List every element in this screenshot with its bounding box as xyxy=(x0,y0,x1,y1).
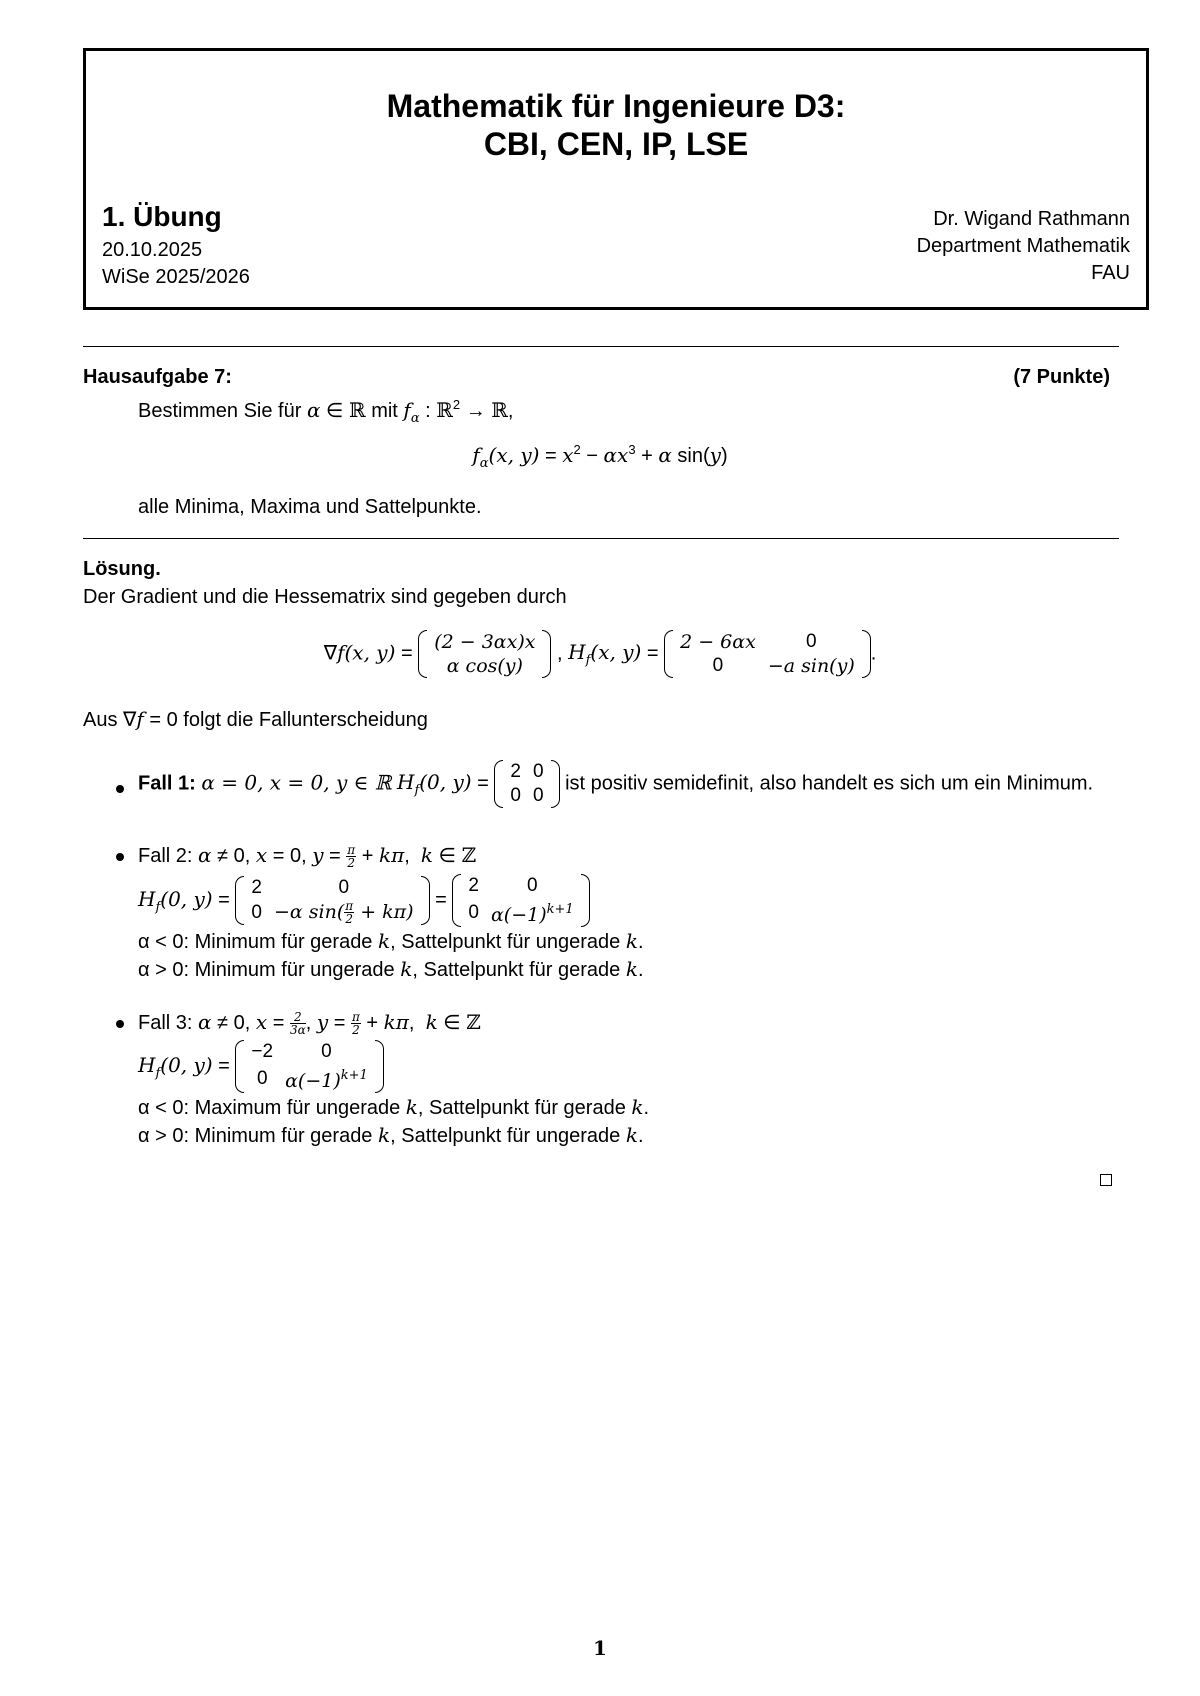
header-left xyxy=(102,197,250,291)
divider-middle xyxy=(83,538,1119,539)
bullet-case-3 xyxy=(116,1020,124,1028)
case-intro: Aus ∇f = 0 folgt die Fallunterscheidung xyxy=(83,707,428,731)
case-3-matrix-line: $H_f(0$, y) = −2 0 0 $\alpha(-1)^{k+1}$ xyxy=(138,1040,384,1093)
qed-square-icon xyxy=(1100,1174,1112,1186)
university: FAU xyxy=(1091,262,1130,284)
case-2-line-b: α > 0: Minimum für ungerade k, Sattelpunkt für gerade k. xyxy=(138,957,644,981)
author: Dr. Wigand Rathmann xyxy=(933,208,1130,230)
case-1-text: ist positiv semidefinit, also handelt es sich um ein Minimum. xyxy=(565,772,1094,795)
task-points: (7 Punkte) xyxy=(1013,366,1110,388)
department: Department Mathematik xyxy=(916,235,1130,257)
case-2-heading: Fall 2: α ≠ 0, x = 0, y = $\frac{\pi}{2}$ + kπ, k ∈ ℤ xyxy=(138,843,477,871)
exercise-date: 20.10.2025 xyxy=(102,239,203,261)
alpha-in-R: α xyxy=(306,398,321,422)
case-1-label: Fall 1: xyxy=(138,772,196,795)
semester: WiSe 2025/2026 xyxy=(102,266,250,288)
case-2-label: Fall 2: xyxy=(138,845,193,867)
bullet-case-1 xyxy=(116,785,124,793)
case-1: Fall 1: α = 0, x = 0, y ∈ ℝ $H_f(0$, y) = 2 0 0 0 ist positiv semidefinit, also handelt es sich um ein Minimum. xyxy=(138,761,1094,806)
case-1-condition: α = 0, x = 0, y ∈ ℝ xyxy=(201,770,392,795)
header-right xyxy=(917,197,1130,287)
title-line-2: CBI, CEN, IP, LSE xyxy=(483,126,749,162)
case-3-label: Fall 3: xyxy=(138,1012,193,1034)
task-heading: Hausaufgabe 7: xyxy=(83,366,232,388)
case-2-matrix-line: $H_f(0$, y) = 2 0 0 −α sin( $\frac{\pi}{2}$ + kπ) = 2 0 0 $\alpha(-1)^{k+1}$ xyxy=(138,874,590,927)
divider-top xyxy=(83,346,1119,347)
hessian-matrix: 2 − 6αx 0 0 −a sin(y) xyxy=(664,630,871,678)
task-outro: alle Minima, Maxima und Sattelpunkte. xyxy=(138,496,482,518)
bullet-case-2 xyxy=(116,853,124,861)
exercise-label: 1. Übung xyxy=(102,201,222,232)
document-title xyxy=(86,87,1146,163)
gradient-vector: (2 − 3αx)x α cos(y) xyxy=(418,630,551,678)
gradient-hessian-formula: ∇f(x, y) = (2 − 3αx)x α cos(y) , $H_f(x$, y) = 2 − 6αx 0 0 −a sin(y) . xyxy=(323,631,877,677)
page-number: 1 xyxy=(593,1636,607,1660)
solution-heading: Lösung. xyxy=(83,558,161,580)
case-1-matrix: 2 0 0 0 xyxy=(494,760,559,808)
header-box xyxy=(83,48,1149,310)
task-formula: $f_\alpha(x$, $y) = x^2 - \alpha x^3 + \alpha$ sin(y) xyxy=(472,442,728,471)
case-2-line-a: α < 0: Minimum für gerade k, Sattelpunkt für ungerade k. xyxy=(138,929,644,953)
case-3-heading: Fall 3: α ≠ 0, x = $\frac{2}{3\alpha}$ , y = $\frac{\pi}{2}$ + kπ, k ∈ ℤ xyxy=(138,1010,481,1038)
solution-intro: Der Gradient und die Hessematrix sind gegeben durch xyxy=(83,586,567,608)
title-line-1: Mathematik für Ingenieure D3: xyxy=(386,88,846,124)
case-3-line-a: α < 0: Maximum für ungerade k, Sattelpunkt für gerade k. xyxy=(138,1095,650,1119)
task-intro-a: Bestimmen Sie für xyxy=(138,400,307,422)
task-intro: Bestimmen Sie für α ∈ ℝ mit $f_\alpha$ : ℝ$^2$ → ℝ, xyxy=(138,397,514,426)
task-intro-b: mit xyxy=(365,400,404,422)
case-3-line-b: α > 0: Minimum für gerade k, Sattelpunkt für ungerade k. xyxy=(138,1123,644,1147)
